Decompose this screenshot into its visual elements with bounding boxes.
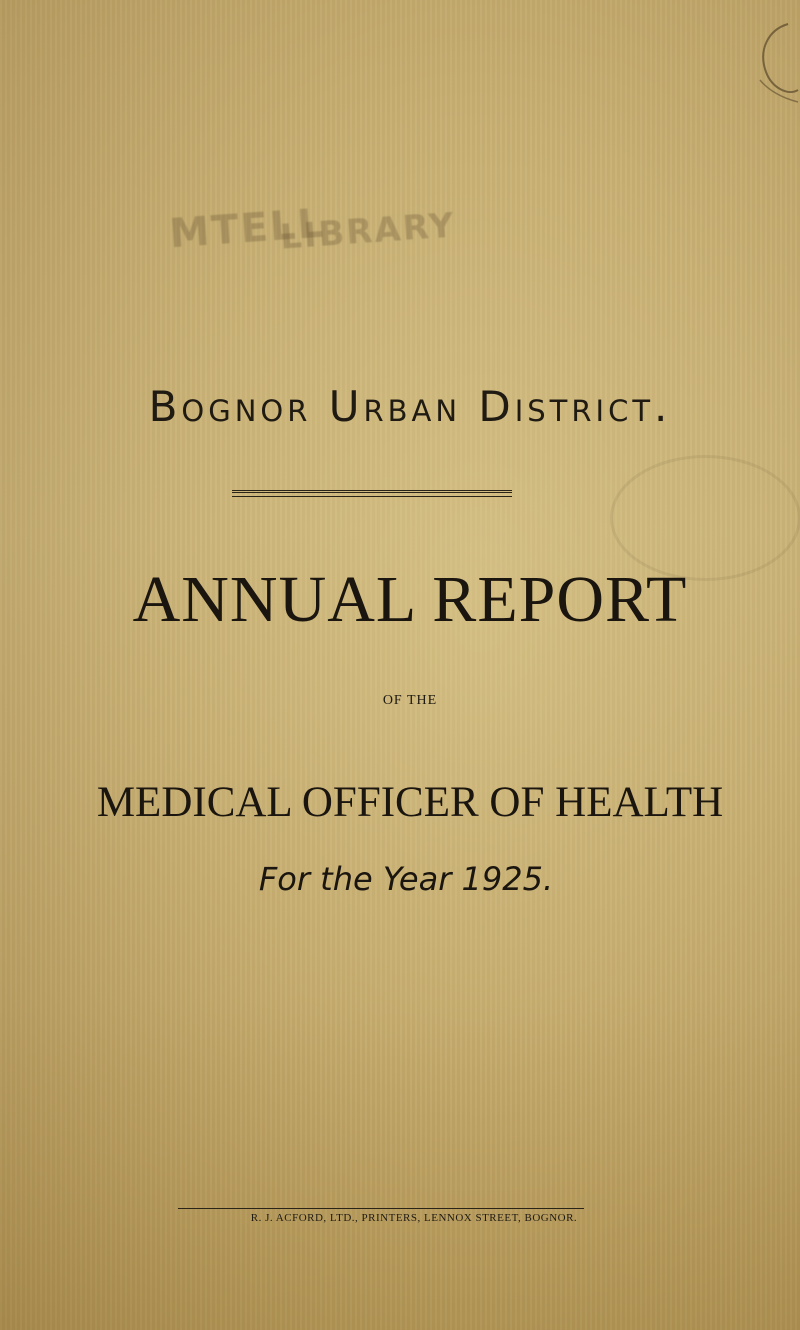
district-heading: Bognor Urban District. bbox=[148, 382, 672, 431]
library-stamp bbox=[168, 187, 457, 284]
stamp-text-left: MTELL bbox=[168, 200, 327, 258]
of-the-label: OF THE bbox=[382, 693, 438, 708]
stamp-text-right: LIBRARY bbox=[278, 205, 457, 258]
officer-heading: MEDICAL OFFICER OF HEALTH bbox=[96, 779, 724, 826]
report-title: ANNUAL REPORT bbox=[132, 563, 688, 636]
corner-curl-icon bbox=[748, 20, 800, 110]
title-divider bbox=[232, 490, 512, 497]
report-year: For the Year 1925. bbox=[258, 860, 554, 898]
footer-divider bbox=[178, 1208, 584, 1209]
printer-imprint: R. J. ACFORD, LTD., PRINTERS, LENNOX STREET, BOGNOR. bbox=[250, 1212, 578, 1224]
